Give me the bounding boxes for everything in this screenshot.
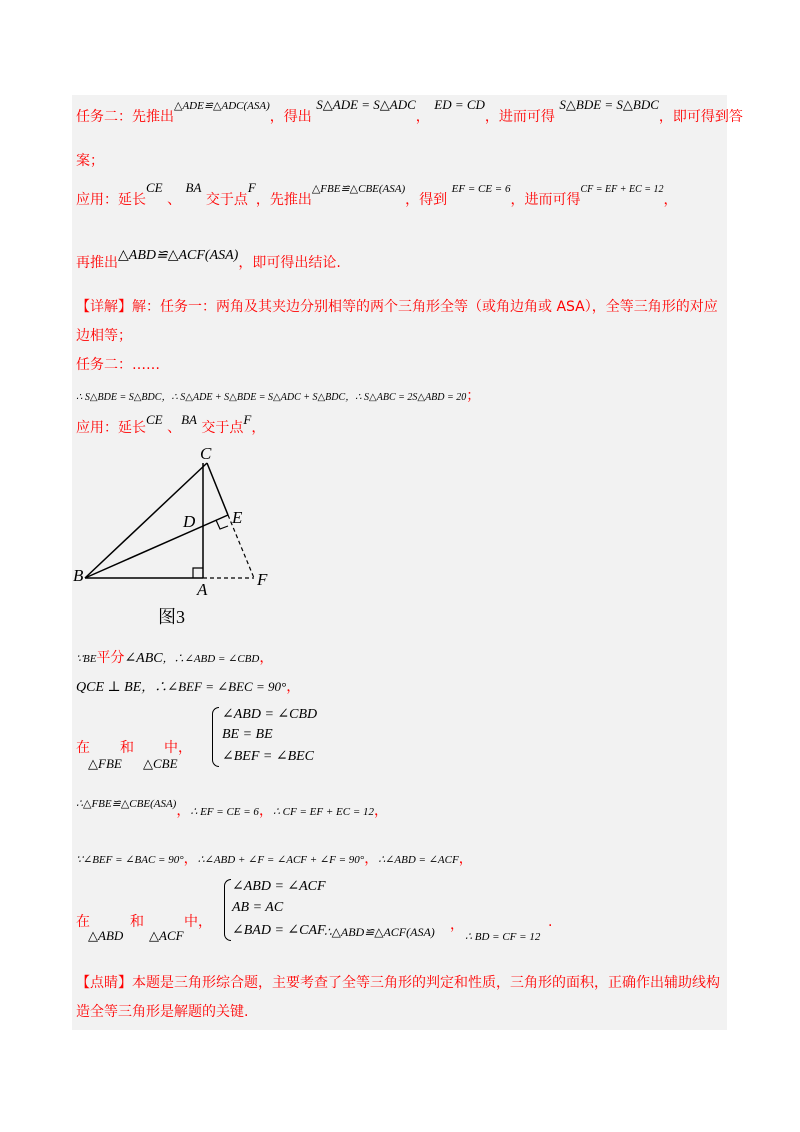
label-e: E <box>232 508 243 527</box>
proof-right-angle-bac: ∵∠BEF = ∠BAC = 90° <box>76 854 184 866</box>
proof-congruence-1: ∴△FBE≌△CBE(ASA) <box>76 798 177 810</box>
system-brace-2 <box>224 879 231 941</box>
proof-line-1 <box>76 648 730 669</box>
detail-formula-2: ，∴ S△ADE + S△BDE = S△ADC + S△BDC <box>161 392 346 403</box>
task2-formula-area: S△ADE = S△ADC <box>316 97 416 112</box>
label-f: F <box>257 570 268 589</box>
proof-zhong: 中， <box>164 740 192 756</box>
apply-ef-ce: EF = CE = 6 <box>451 183 511 195</box>
apply2-ba: BA <box>181 412 197 427</box>
right-angle-a <box>193 568 203 578</box>
proof-zai: 在 <box>76 740 90 756</box>
task2-formula-ed-cd: ED = CD <box>434 97 485 112</box>
proof-tri-acf: △ACF <box>149 928 184 943</box>
apply2-text: 应用：延长 <box>76 420 146 436</box>
figure-caption: 图3 <box>158 607 185 627</box>
apply2-text-2: 交于点 <box>201 420 244 436</box>
proof-perp: QCE ⊥ BE <box>76 680 142 695</box>
comment-tag: 【点睛】 <box>76 975 132 991</box>
detail-formula-3: ，∴ S△ABC = 2S△ABD = 20 <box>345 392 467 403</box>
apply-text-3: ，先推出 <box>255 192 312 208</box>
proof-angle-abc: ∠ABC <box>124 651 163 666</box>
apply-f: F <box>247 180 256 195</box>
proof-bd-cf: ∴ BD = CF = 12 <box>465 931 541 943</box>
apply-ce: CE <box>146 180 163 195</box>
proof-tri-abd: △ABD <box>88 928 124 943</box>
task2-formula-congruence: △ADE≌△ADC(ASA) <box>174 100 270 112</box>
proof-comma-9: ， <box>450 917 464 933</box>
task2-text-2: ，得出 <box>269 109 312 125</box>
sys2-row-3: ∠BAD = ∠CAF <box>232 923 326 938</box>
apply2-sep: 、 <box>167 420 182 436</box>
label-c: C <box>200 444 212 463</box>
detail-line <box>76 297 730 317</box>
proof-comma-4: ， <box>258 803 273 819</box>
detail-text: 解：任务一：两角及其夹边分别相等的两个三角形全等（或角边角或 ASA），全等三角形的对应 <box>132 299 718 315</box>
detail-line-4 <box>76 386 730 408</box>
proof-bisects: 平分 <box>96 650 125 666</box>
proof-right-angles: ，∴∠BEF = ∠BEC = 90° <box>141 679 287 694</box>
label-a: A <box>197 580 208 599</box>
sys2-row-1: ∠ABD = ∠ACF <box>232 879 326 894</box>
task2-line-2 <box>76 151 730 171</box>
proof-comma-6: ， <box>183 851 198 867</box>
proof-line-2 <box>76 677 730 698</box>
proof-zhong-2: 中， <box>184 914 212 930</box>
proof-he: 和 <box>120 740 134 756</box>
task2-text: 任务二：先推出 <box>76 109 174 125</box>
proof-line-4 <box>76 798 730 822</box>
proof-comma-8: ， <box>458 851 473 867</box>
proof-comma-7: ， <box>364 851 379 867</box>
segment-ce <box>207 463 228 515</box>
sys2-row-2: AB = AC <box>232 900 284 915</box>
apply-text-4: ，得到 <box>405 192 448 208</box>
detail-formula-1: ∴ S△BDE = S△BDC <box>76 392 162 403</box>
proof-comma-2: ， <box>286 679 301 695</box>
proof-cf-sum: ∴ CF = EF + EC = 12 <box>272 806 375 818</box>
proof-zai-2: 在 <box>76 914 90 930</box>
detail-line-2 <box>76 326 730 346</box>
proof-he-2: 和 <box>130 914 144 930</box>
right-angle-e <box>216 520 228 529</box>
proof-angle-sum: ∴∠ABD + ∠F = ∠ACF + ∠F = 90° <box>197 854 365 866</box>
then-congruence: △ABD≌△ACF(ASA) <box>118 248 239 263</box>
segment-be <box>85 515 228 578</box>
then-text-2: ，即可得出结论. <box>238 255 341 271</box>
proof-tri-cbe: △CBE <box>143 756 178 771</box>
apply2-f: F <box>243 412 252 427</box>
proof-angle-eq: ，∴∠ABD = ∠CBD <box>162 653 260 665</box>
task2-text-5: 案； <box>76 153 104 169</box>
comment-line <box>76 973 730 993</box>
task2-comma: ， <box>415 109 430 125</box>
proof-congruence-2: ∴△ABD≌△ACF(ASA) <box>324 925 435 939</box>
proof-comma-3: ， <box>176 803 191 819</box>
proof-line-3 <box>76 738 730 758</box>
proof-angle-abd-acf: ∴∠ABD = ∠ACF <box>378 854 459 866</box>
comment-text: 本题是三角形综合题，主要考查了全等三角形的判定和性质，三角形的面积，正确作出辅助线构 <box>132 975 720 991</box>
proof-comma-5: ， <box>374 803 389 819</box>
detail-tag: 【详解】 <box>76 299 132 315</box>
sys1-row-3: ∠BEF = ∠BEC <box>222 749 315 764</box>
detail-semicolon: ； <box>466 388 481 404</box>
task2-formula-area-bd: S△BDE = S△BDC <box>559 97 659 112</box>
apply-ba: BA <box>185 180 202 195</box>
apply-text-2: 交于点 <box>205 192 248 208</box>
proof-tri-fbe: △FBE <box>88 756 122 771</box>
proof-line-5 <box>76 849 730 870</box>
proof-period: . <box>548 914 553 930</box>
comment-text-2: 造全等三角形是解题的关键. <box>76 1004 249 1020</box>
proof-be: ∵BE <box>76 653 97 665</box>
detail-text-2: 边相等； <box>76 328 132 344</box>
then-text: 再推出 <box>76 255 118 271</box>
label-b: B <box>73 566 84 585</box>
sys1-row-2: BE = BE <box>222 727 273 742</box>
apply-cf: CF = EF + EC = 12 <box>580 184 664 195</box>
comment-line-2 <box>76 1002 730 1022</box>
then-line <box>76 248 730 274</box>
apply-text-5: ，进而可得 <box>510 192 581 208</box>
apply2-ce: CE <box>146 412 163 427</box>
proof-comma-1: ， <box>259 650 274 666</box>
sys1-row-1: ∠ABD = ∠CBD <box>222 707 318 722</box>
apply2-text-3: ， <box>251 420 266 436</box>
task2-text-3: ，进而可得 <box>484 109 555 125</box>
apply2-line <box>76 412 730 438</box>
proof-ef-ce: ∴ EF = CE = 6 <box>190 806 259 818</box>
system-brace-1 <box>212 707 219 767</box>
apply-text: 应用：延长 <box>76 192 146 208</box>
task2-text-4: ，即可得到答 <box>658 109 743 125</box>
apply-text-6: ， <box>663 192 678 208</box>
label-d: D <box>183 512 196 531</box>
apply-sep: 、 <box>167 192 182 208</box>
detail-text-3: 任务二：…… <box>76 357 160 373</box>
apply-congruence: △FBE≌△CBE(ASA) <box>311 183 406 195</box>
detail-line-3 <box>76 355 730 375</box>
